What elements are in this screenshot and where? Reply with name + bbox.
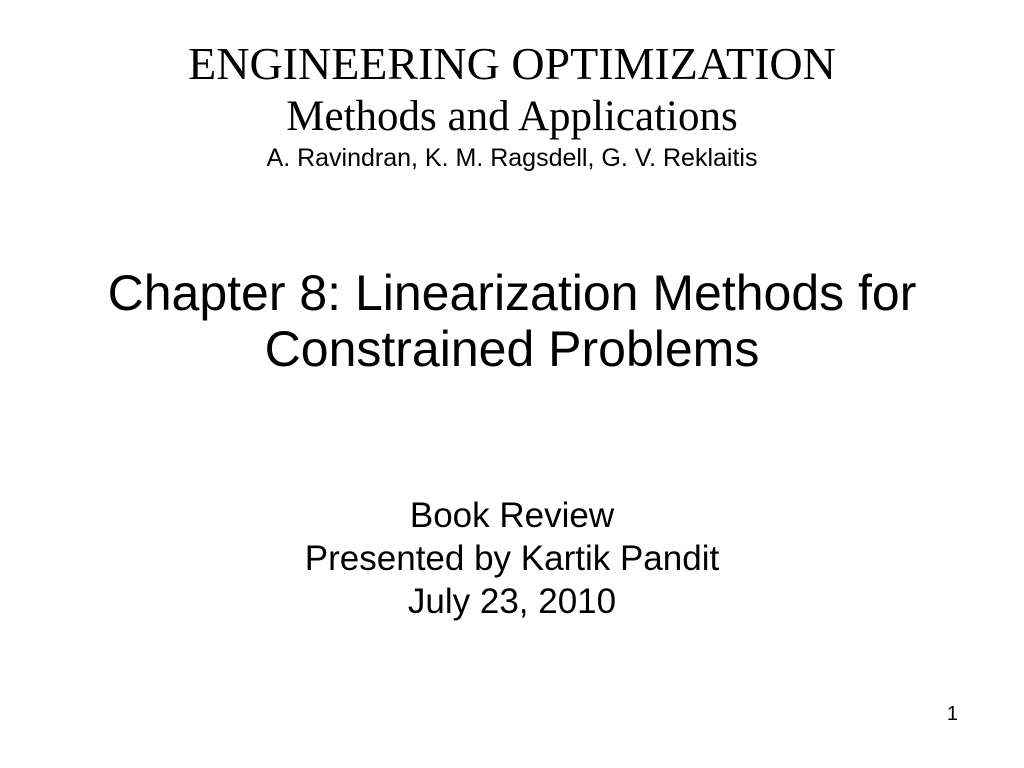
chapter-title bbox=[0, 265, 1024, 377]
chapter-title-line1: Chapter 8: Linearization Methods for bbox=[107, 265, 917, 321]
presentation-date: July 23, 2010 bbox=[407, 582, 617, 621]
presenter-name: Presented by Kartik Pandit bbox=[304, 539, 720, 578]
book-subtitle: Methods and Applications bbox=[286, 93, 738, 140]
presentation-info bbox=[0, 494, 1024, 623]
chapter-title-line2: Constrained Problems bbox=[264, 321, 760, 377]
presentation-type: Book Review bbox=[409, 496, 615, 535]
book-title: ENGINEERING OPTIMIZATION bbox=[188, 38, 836, 89]
book-authors: A. Ravindran, K. M. Ragsdell, G. V. Reklaitis bbox=[266, 144, 758, 172]
book-header bbox=[0, 36, 1024, 174]
page-number: 1 bbox=[946, 703, 958, 725]
